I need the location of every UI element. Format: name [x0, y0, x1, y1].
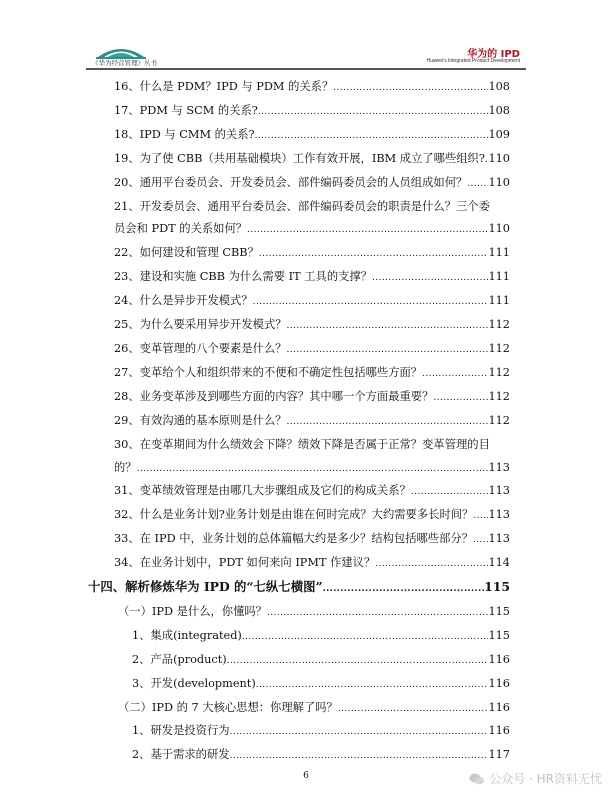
toc-entry-page: 116 [488, 724, 510, 738]
toc-leader-dots [467, 172, 488, 196]
toc-entry-title: 21、开发委员会、通用平台委员会、部件编码委员会的职责是什么？三个委 [114, 199, 490, 213]
toc-entry[interactable] [88, 457, 510, 481]
toc-leader-dots [230, 744, 489, 768]
toc-entry-title: 25、为什么要采用异步开发模式？ [114, 318, 287, 332]
toc-entry-page: 115 [484, 579, 510, 595]
toc-leader-dots [372, 266, 488, 290]
book-subtitle: Huawei's Integrated Product Development [426, 58, 520, 64]
toc-entry-page: 111 [488, 270, 510, 284]
toc-entry-title: 33、在 IPD 中，业务计划的总体篇幅大约是多少？结构包括哪些部分？ [114, 532, 473, 546]
toc-leader-dots [433, 386, 488, 410]
toc-entry[interactable] [88, 314, 510, 338]
toc-entry-title: 26、变革管理的八个要素是什么？ [114, 341, 287, 355]
toc-entry[interactable] [88, 242, 510, 266]
toc-entry-page: 110 [488, 222, 510, 236]
toc-entry-page: 116 [488, 652, 510, 666]
toc-entry-page: 116 [488, 700, 510, 714]
toc-entry[interactable] [88, 362, 510, 386]
toc-entry-title: 29、有效沟通的基本原则是什么？ [114, 413, 287, 427]
wechat-icon [469, 772, 485, 786]
toc-entry-title: 1、研发是投资行为 [132, 724, 230, 738]
toc-entry-page: 113 [488, 532, 510, 546]
toc-entry[interactable] [88, 720, 510, 744]
toc-entry-title: 27、变革给个人和组织带来的不便和不确定性包括哪些方面？ [114, 365, 423, 379]
toc-leader-dots [230, 720, 489, 744]
toc-leader-dots [287, 410, 489, 434]
toc-entry[interactable] [88, 504, 510, 528]
toc-entry-page: 112 [488, 389, 510, 403]
toc-entry[interactable] [88, 528, 510, 552]
toc-entry-title: 2、基于需求的研发 [132, 748, 230, 762]
toc-entry[interactable] [88, 625, 510, 649]
toc-entry-title: 的？ [114, 460, 137, 474]
toc-leader-dots [255, 124, 489, 148]
toc-entry-page: 113 [488, 484, 510, 498]
toc-leader-dots [256, 673, 489, 697]
toc-entry-page: 111 [488, 294, 510, 308]
toc-entry[interactable] [88, 601, 510, 625]
toc-entry-title: 18、IPD 与 CMM 的关系? [114, 127, 255, 141]
toc-entry[interactable] [88, 434, 510, 457]
toc-entry-page: 114 [488, 556, 510, 570]
toc-entry-title: 22、如何建设和管理 CBB？ [114, 246, 259, 260]
toc-entry[interactable] [88, 290, 510, 314]
toc-entry-title: 34、在业务计划中，PDT 如何来向 IPMT 作建议？ [114, 556, 376, 570]
toc-entry[interactable] [88, 196, 510, 219]
toc-entry-page: 116 [488, 676, 510, 690]
toc-entry[interactable] [88, 744, 510, 768]
toc-leader-dots [242, 625, 489, 649]
toc-entry[interactable] [88, 76, 510, 100]
toc-entry-title: （二）IPD 的 7 大核心思想：你理解了吗？ [118, 700, 338, 714]
toc-leader-dots [411, 480, 489, 504]
toc-entry-title: 28、业务变革涉及到哪些方面的内容？其中哪一个方面最重要？ [114, 389, 434, 403]
toc-entry-page: 110 [488, 175, 510, 189]
toc-leader-dots [258, 100, 489, 124]
page-number: 6 [303, 771, 309, 781]
toc-entry[interactable] [88, 673, 510, 697]
toc-entry-page: 112 [488, 318, 510, 332]
toc-leader-dots [253, 290, 489, 314]
toc-entry-page: 109 [488, 127, 510, 141]
toc-entry-page: 110 [488, 151, 510, 165]
toc-entry-page: 108 [488, 80, 510, 93]
toc-entry-page: 117 [488, 748, 510, 762]
toc-entry[interactable] [88, 697, 510, 721]
toc-entry[interactable] [88, 386, 510, 410]
toc-entry-title: 2、产品(product) [132, 652, 227, 666]
table-of-contents [88, 76, 510, 768]
toc-entry-title: 19、为了使 CBB（共用基础模块）工作有效开展，IBM 成立了哪些组织? [114, 151, 485, 165]
toc-entry-title: 16、什么是 PDM？IPD 与 PDM 的关系？ [114, 80, 334, 93]
toc-leader-dots [287, 314, 489, 338]
toc-leader-dots [137, 457, 489, 481]
toc-entry-title: 3、开发(development) [132, 676, 256, 690]
toc-entry-title: 20、通用平台委员会、开发委员会、部件编码委员会的人员组成如何？ [114, 175, 468, 189]
toc-entry[interactable] [88, 266, 510, 290]
toc-entry-page: 113 [488, 508, 510, 522]
toc-leader-dots [333, 76, 488, 100]
toc-entry-page: 113 [488, 460, 510, 474]
toc-entry-title: 23、建设和实施 CBB 为什么需要 IT 工具的支撑？ [114, 270, 373, 284]
page-header [86, 40, 526, 68]
book-title: 华为的 IPD [467, 49, 520, 60]
toc-entry-page: 115 [488, 604, 510, 618]
toc-entry[interactable] [88, 649, 510, 673]
toc-entry[interactable] [88, 552, 510, 576]
toc-leader-dots [375, 552, 488, 576]
toc-entry-page: 112 [488, 341, 510, 355]
toc-entry-title: 31、变革绩效管理是由哪几大步骤组成及它们的构成关系？ [114, 484, 411, 498]
toc-entry-title: 24、什么是异步开发模式？ [114, 294, 253, 308]
toc-entry-page: 111 [488, 246, 510, 260]
watermark-text: 公众号 · HR资料无忧 [489, 772, 602, 786]
toc-entry-title: 32、什么是业务计划?业务计划是由谁在何时完成？大约需要多长时间？ [114, 508, 474, 522]
toc-entry[interactable] [88, 480, 510, 504]
series-label: 《华为经营管理》丛书 [92, 59, 157, 67]
toc-entry[interactable] [88, 172, 510, 196]
toc-leader-dots [227, 649, 489, 673]
toc-entry-title: 30、在变革期间为什么绩效会下降？绩效下降是否属于正常？变革管理的目 [114, 437, 490, 451]
toc-leader-dots [422, 362, 488, 386]
toc-leader-dots [247, 218, 488, 242]
toc-leader-dots [473, 504, 488, 528]
toc-entry-page: 112 [488, 365, 510, 379]
toc-leader-dots [287, 338, 489, 362]
toc-entry[interactable] [88, 218, 510, 242]
toc-leader-dots [338, 697, 489, 721]
header-divider [86, 68, 526, 70]
toc-entry-page: 112 [488, 413, 510, 427]
toc-entry[interactable] [88, 410, 510, 434]
toc-entry-title: 17、PDM 与 SCM 的关系? [114, 103, 258, 117]
toc-entry[interactable] [88, 576, 510, 601]
toc-leader-dots [259, 242, 489, 266]
toc-entry[interactable] [88, 124, 510, 148]
toc-entry-page: 108 [488, 103, 510, 117]
toc-entry[interactable] [88, 100, 510, 124]
toc-entry-title: 1、集成(integrated) [132, 628, 242, 642]
toc-leader-dots [267, 601, 488, 625]
toc-entry-title: （一）IPD 是什么，你懂吗？ [118, 604, 267, 618]
toc-entry[interactable] [88, 148, 510, 172]
toc-entry-page: 115 [488, 628, 510, 642]
toc-leader-dots [323, 576, 485, 601]
watermark [469, 770, 602, 787]
toc-leader-dots [473, 528, 488, 552]
toc-entry-title: 十四、解析修炼华为 IPD 的“七纵七横图” [88, 579, 323, 595]
toc-entry-title: 员会和 PDT 的关系如何？ [114, 222, 248, 236]
toc-entry[interactable] [88, 338, 510, 362]
